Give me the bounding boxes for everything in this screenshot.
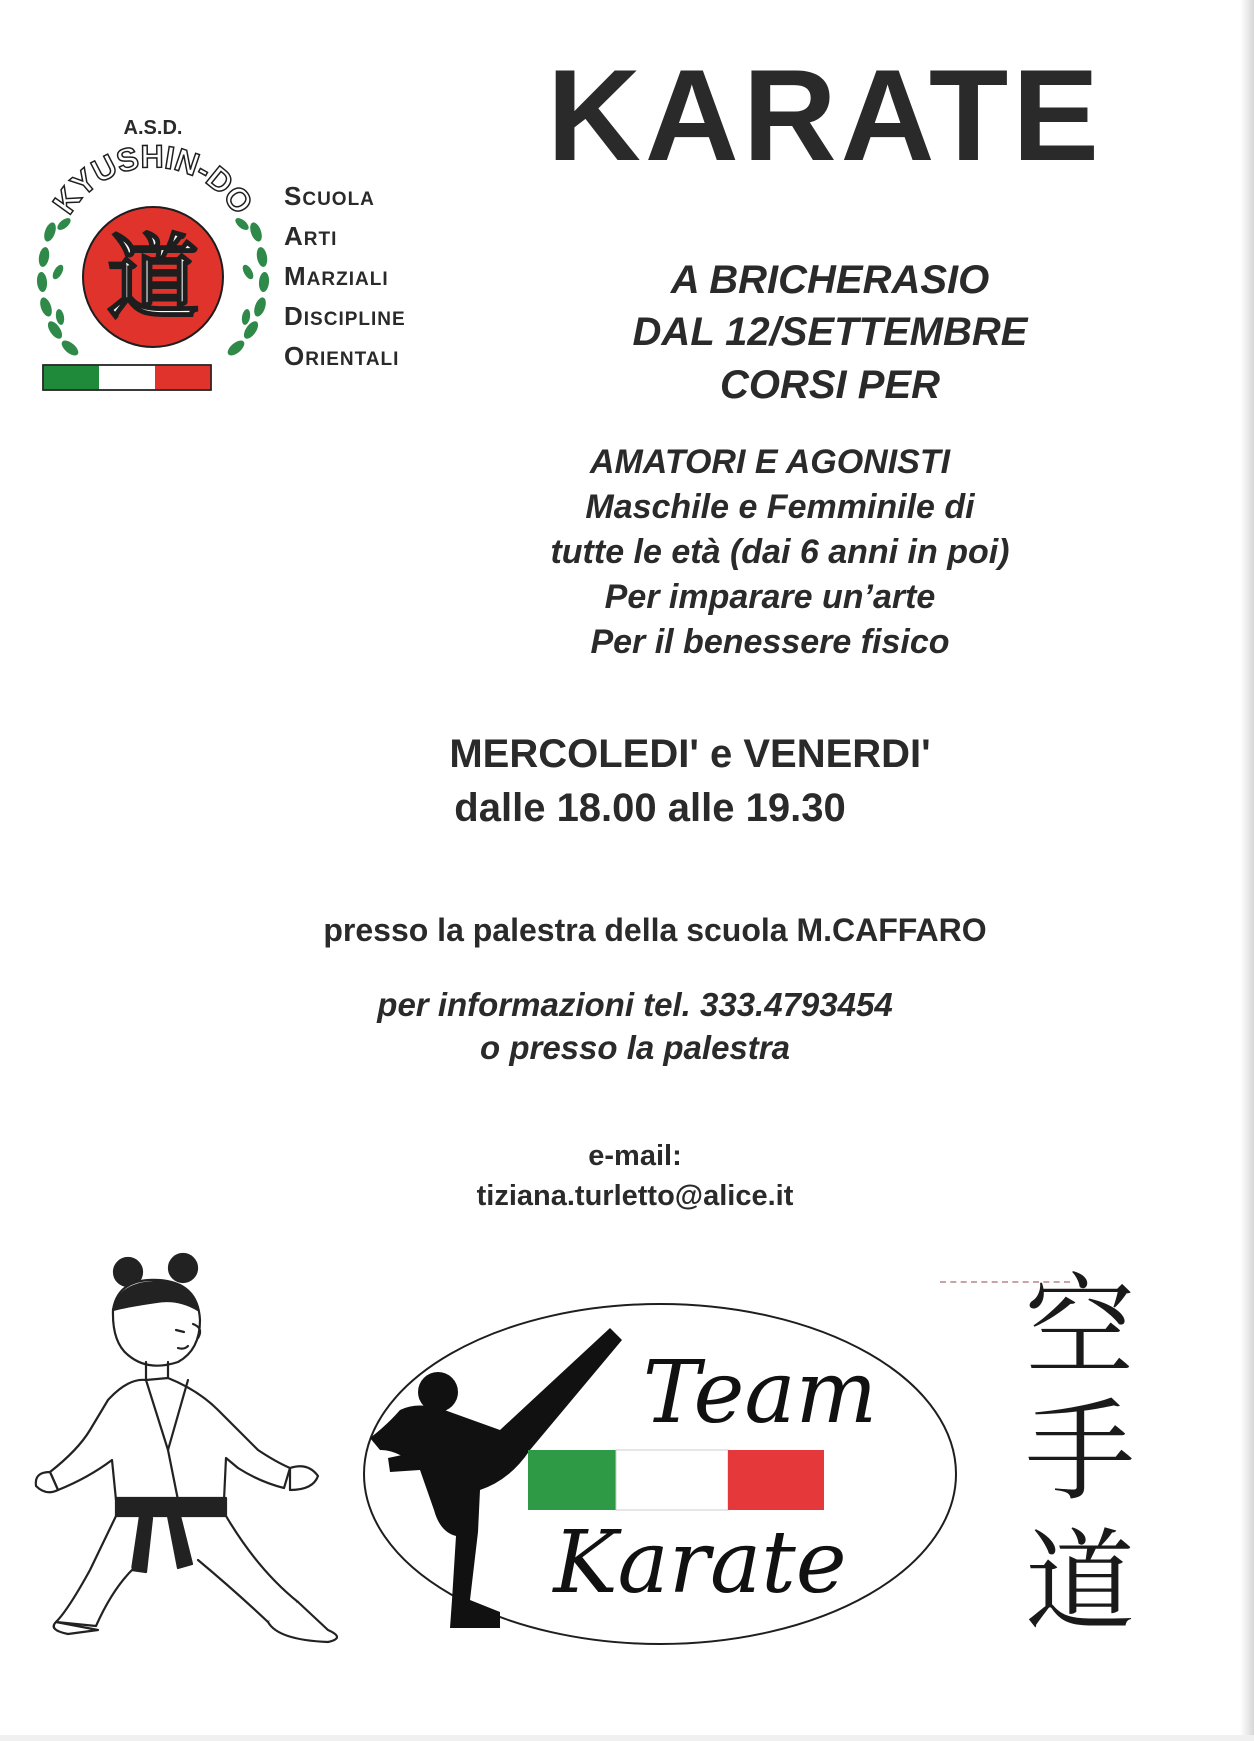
karate-girl-illustration bbox=[28, 1250, 368, 1655]
laurel-right-icon bbox=[225, 216, 270, 358]
team-karate-logo bbox=[360, 1300, 960, 1648]
logo-name-text: KYUSHIN-DO bbox=[45, 138, 261, 221]
header-start-date: DAL 12/SETTEMBRE bbox=[632, 310, 1028, 354]
school-description bbox=[284, 178, 406, 378]
email-address[interactable]: tiziana.turletto@alice.it bbox=[476, 1180, 794, 1212]
laurel-left-icon bbox=[36, 216, 81, 358]
school-line-discipline: DISCIPLINE bbox=[284, 301, 406, 331]
school-line-arti: ARTI bbox=[284, 221, 338, 251]
courses-line-3: tutte le età (dai 6 anni in poi) bbox=[550, 533, 1010, 571]
team-word: Team bbox=[642, 1343, 878, 1443]
courses-line-4: Per imparare un’arte bbox=[604, 578, 936, 616]
courses-line-2: Maschile e Femminile di bbox=[585, 488, 975, 526]
contact-gym: o presso la palestra bbox=[480, 1029, 790, 1066]
logo-emblem-glyph: 道 bbox=[106, 225, 200, 332]
kanji-kara: 空 bbox=[1025, 1263, 1135, 1391]
kanji-te: 手 bbox=[1025, 1388, 1135, 1516]
kanji-do: 道 bbox=[1025, 1518, 1135, 1645]
karate-do-calligraphy bbox=[1005, 1255, 1155, 1645]
kyushin-do-logo bbox=[28, 112, 278, 412]
school-line-scuola: SCUOLA bbox=[284, 181, 375, 211]
page-bottom-edge bbox=[0, 1735, 1254, 1741]
header-courses-for: CORSI PER bbox=[719, 363, 941, 407]
courses-line-5: Per il benessere fisico bbox=[590, 623, 950, 661]
page-title: KARATE bbox=[547, 42, 1103, 188]
logo-org-text: A.S.D. bbox=[123, 117, 183, 139]
school-line-marziali: MARZIALI bbox=[284, 261, 389, 291]
contact-phone: per informazioni tel. 333.4793454 bbox=[377, 986, 893, 1023]
header-location: A BRICHERASIO bbox=[670, 258, 990, 302]
schedule-days: MERCOLEDI' e VENERDI' bbox=[449, 732, 931, 776]
karate-word: Karate bbox=[553, 1513, 847, 1613]
page-edge-shadow bbox=[1240, 0, 1254, 1741]
email-label: e-mail: bbox=[588, 1140, 682, 1172]
courses-line-1: AMATORI E AGONISTI bbox=[589, 443, 951, 481]
school-line-orientali: ORIENTALI bbox=[284, 341, 400, 371]
location-text: presso la palestra della scuola M.CAFFARO bbox=[323, 912, 987, 948]
schedule-hours: dalle 18.00 alle 19.30 bbox=[454, 786, 846, 830]
